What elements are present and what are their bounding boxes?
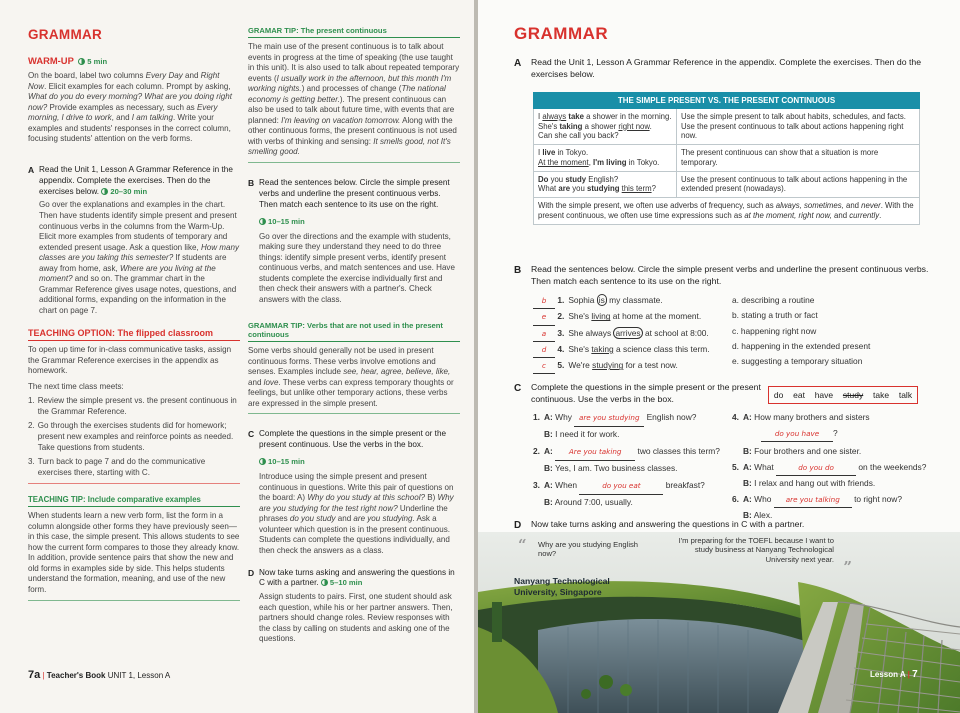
exercise-b-uses [732,293,942,369]
page-footer: 7a | Teacher's Book UNIT 1, Lesson A [28,669,171,681]
box-word: have [814,390,834,400]
answer-blank[interactable]: c [533,358,555,374]
answer-blank[interactable]: e [533,309,555,325]
teaching-tip [28,495,240,601]
grammar-tip-title: GRAMMAR TIP: Verbs that are not used in the present continuous [248,321,460,342]
section-d-time: 5–10 min [329,578,363,588]
section-c [514,382,764,405]
list-item: d 4. She's taking a science class this term. [533,342,733,358]
student-book-page [478,0,960,713]
section-b-instruction: Read the sentences below. Circle the simple present verbs and underline the present continuous verbs. Then match each sentence to its use on the right. [259,177,450,209]
teaching-option-title: TEACHING OPTION: The flipped classroom [28,328,240,341]
table-cell: I always take a shower in the morning. She's taking a shower right now. Can she call you back? [534,109,677,145]
section-c-teacher [248,429,460,556]
section-c-instruction: Complete the questions in the simple present or the present continuous. Use the verbs in the box. [531,382,761,404]
section-b-teacher [248,178,460,305]
box-word: study [842,390,864,400]
table-cell: Use the present continuous to talk about actions happening in the extended present (nowadays). [677,171,920,197]
table-cell: Do you study English? What are you studying this term? [534,171,677,197]
answer-blank[interactable]: Are you taking [555,444,635,461]
list-item: e. suggesting a temporary situation [732,356,863,367]
section-letter: B [248,177,255,188]
campus-photo [478,532,960,713]
section-d-instruction: Now take turns asking and answering the questions in C with a partner. [531,519,805,529]
section-b [514,264,934,287]
divider [28,483,240,484]
grammar-chart-title: THE SIMPLE PRESENT VS. THE PRESENT CONTINUOUS [534,93,920,109]
table-row [534,171,920,197]
warmup-body: On the board, label two columns Every Day and Right Now. Elicit examples for each column. Prompt by asking, What do you do every morning? What are you doing right now? Provide examples as necessary, such as Every morning, I drive to work, and I am talking. Write your examples and students' responses in the correct column, focusing students' attention on the verb forms. [28,71,232,144]
warmup-title: WARM-UP [28,55,74,66]
table-row [534,198,920,224]
box-word: eat [793,390,805,400]
list-item: c 5. We're studying for a test now. [533,358,733,374]
teaching-tip-title: TEACHING TIP: Include comparative examples [28,495,240,507]
section-letter: A [28,164,35,175]
grammar-chart [533,92,920,225]
page-number: 7 [912,669,918,680]
section-a-instruction: Read the Unit 1, Lesson A Grammar Reference in the appendix. Complete the exercises. Then do the exercises below. [39,164,233,196]
answer-blank[interactable]: b [533,293,555,309]
list-item: b. stating a truth or fact [732,310,818,321]
answer-blank[interactable]: do you have [761,426,833,443]
section-b-instruction: Read the sentences below. Circle the simple present verbs and underline the present continuous verbs. Then match each sentence to its use on the right. [531,264,929,286]
answer-blank[interactable]: do you do [776,460,856,477]
teaching-option-intro: To open up time for in-class communicative tasks, assign the Grammar Reference exercises in the appendix as homework. [28,345,232,376]
divider [28,600,240,601]
teachers-book-page [0,0,474,713]
clock-icon [321,579,328,586]
divider [248,413,460,414]
grammar-tip-body: Some verbs should generally not be used in present continuous forms. These verbs involve emotions and senses. Examples include see, hear, agree, believe, like, and love. These verbs can express temporary thoughts or feelings, but unlike other temporary actions, these verbs are expressed in the simple present. [248,346,454,408]
warmup-time: 5 min [87,57,108,66]
section-d [514,519,934,531]
list-item: 1. Review the simple present vs. the present continuous in the Grammar Reference. [28,396,237,416]
section-c-notes: Introduce using the simple present and present continuous in questions. Write this pair of questions on the board: A) Why do you study at this school? B) Why are you studying for the test right now? Underline the phrases do you study and are you studying. Ask a volunteer which question is in the present continuous. Students can complete the questions individually, and then check the answers as a class. [259,472,454,555]
answer-blank[interactable]: are you studying [574,410,644,427]
section-b-time: 10–15 min [268,216,305,226]
list-item: a. describing a routine [732,295,815,305]
section-a-notes: Go over the explanations and examples in the chart. Then have students identify simple present and present continuous verbs in the columns from the Warm-Up. Elicit more examples from students of temporary and extended present usage. Ask a question like, How many classes are you taking this semester? If students are away from home, ask, Where are you living at the moment? and so on. The grammar chart in the Grammar Reference gives usage notes, questions, and additional forms, expanding on the information in the chart on page 7. [39,200,239,315]
section-letter: C [514,383,522,394]
table-cell: I live in Tokyo. At the moment, I'm living in Tokyo. [534,145,677,171]
section-letter: D [514,520,522,531]
list-item: 2. Go through the exercises students did for homework; present new examples and reinforce points as needed. Take questions from students. [28,421,234,452]
list-item: d. happening in the extended present [732,340,871,351]
unit-label: UNIT 1, Lesson A [107,671,171,680]
divider [248,162,460,163]
section-a-instruction: Read the Unit 1, Lesson A Grammar Reference in the appendix. Complete the exercises. Then do the exercises below. [531,57,922,79]
answer-blank[interactable]: d [533,342,555,358]
grammar-heading: GRAMMAR [28,27,103,42]
teaching-option-next: The next time class meets: [28,381,124,391]
list-item: e 2. She's living at home at the moment. [533,309,733,325]
clock-icon [78,58,85,65]
grammar-tip-present-continuous [248,26,460,163]
grammar-chart-note: With the simple present, we often use adverbs of frequency, such as always, sometimes, and never. With the present continuous, we often use time expressions such as at the moment, right now, and currently. [534,198,920,224]
clock-icon [259,218,266,225]
photo-caption: Nanyang Technological University, Singapore [514,576,610,598]
quote-answer: I'm preparing for the TOEFL because I want to study business at Nanyang Technological University next year. [678,536,834,564]
exercise-b-sentences [533,293,733,374]
section-letter: A [514,58,522,69]
teaching-option [28,328,240,484]
section-d-instruction: Now take turns asking and answering the questions in C with a partner. [259,567,455,588]
section-a-teacher [28,165,240,317]
table-row [534,109,920,145]
quote-mark-icon: “ [518,536,527,554]
box-word: take [873,390,890,400]
table-cell: The present continuous can show that a situation is more temporary. [677,145,920,171]
grammar-tip-body: The main use of the present continuous is to talk about events in progress at the time of speaking (the use taught in this unit). It is also used to talk about repeated temporary events (I usually work in the afternoon, but this month I'm working nights.) and processes of change (The national economy is getting better.). The present continuous can also be used to talk about future time, with events that are planned: I'm leaving on vacation tomorrow. Along with the other continuous forms, the present continuous is not used with verbs of thinking and sensing: It smells good, not It's smelling good. [248,42,460,157]
answer-blank[interactable]: are you talking [774,492,852,509]
book-title: Teacher's Book [46,671,106,680]
box-word: do [773,390,784,400]
teaching-option-list [28,396,240,478]
section-b-notes: Go over the directions and the example with students, making sure they understand they need to do three things: identify simple present verbs, identify present continuous verbs, and match sentences and use. Have students complete the exercise individually first and then check their answers with a partner's. Check answers with the class. [259,231,455,304]
page-number: 7a [28,669,41,681]
clock-icon [101,188,108,195]
quote-question: Why are you studying English now? [538,540,639,559]
section-letter: B [514,265,522,276]
table-cell: Use the simple present to talk about habits, schedules, and facts. Use the present continuous to talk about actions happening right now. [677,109,920,145]
section-d-teacher [248,568,460,645]
exercise-c-right: 4. A: How many brothers and sisters do you have ? B: Four brothers and one sister. 5. A: What do you do on the weekends? B: I relax and hang out with friends. 6. A: Who are you talking to right now? B: Alex. [732,412,927,520]
quote-mark-icon: ” [843,557,852,576]
exercise-c-left: 1. A: Why are you studying English now? B: I need it for work. 2. A: Are you taking two classes this term? B: Yes, I am. Two business classes. 3. A: When do you eat breakfast? B: Around 7:00, usually. [533,412,720,507]
lesson-label: Lesson A [870,670,906,679]
speech-bubble-answer [674,536,852,576]
answer-blank[interactable]: do you eat [579,478,663,495]
page-footer: Lesson A | 7 [870,669,918,680]
grammar-tip-verbs [248,321,460,414]
list-item: c. happening right now [732,325,817,336]
list-item: a 3. She always arrives at school at 8:00. [533,326,733,342]
section-d-notes: Assign students to pairs. First, one student should ask each question, while his or her partner answers. Then, partners should change roles. Review responses with the class by calling on students and asking one of the questions. [259,592,453,644]
grammar-tip-title: GRAMAR TIP: The present continuous [248,26,460,38]
warmup-header [28,51,240,69]
answer-blank[interactable]: a [533,326,555,342]
section-letter: C [248,429,255,440]
list-item: 3. Turn back to page 7 and do the communicative exercises there, starting with C. [28,457,206,477]
section-a [514,57,934,80]
section-c-time: 10–15 min [268,457,305,467]
grammar-heading: GRAMMAR [514,24,609,43]
clock-icon [259,458,266,465]
speech-bubble-question [518,536,648,559]
box-word: talk [898,390,913,400]
teaching-tip-body: When students learn a new verb form, list the form in a column alongside other forms they have previously seen—in this case, the simple present. This allows students to see how the current form compares to those they already know. In addition, provide sentence pairs that show the new and old forms in examples side by side. This helps students understand the formation, meaning, and use of the new form. [28,511,240,594]
section-letter: D [248,567,255,578]
list-item: b 1. Sophia is my classmate. [533,293,733,309]
section-a-time: 20–30 min [110,186,148,196]
verb-box [768,386,918,404]
section-c-instruction: Complete the questions in the simple present or the present continuous. Use the verbs in the box. [259,429,447,450]
table-row [534,145,920,171]
